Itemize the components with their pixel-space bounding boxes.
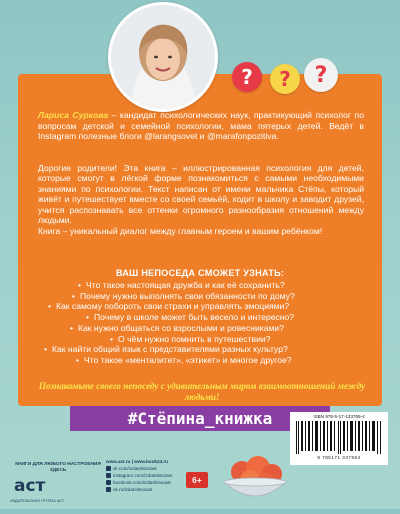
author-bio-text: – кандидат психологических наук, практикующий психолог по вопросам детской и семейной психологии, мама пятерых детей. Ведёт в Instagram полезные блоги @larangsovet и @marafonpozitiva. bbox=[38, 110, 364, 142]
author-bio bbox=[38, 110, 364, 142]
age-rating-badge: 6+ bbox=[186, 472, 208, 488]
ok-icon bbox=[106, 487, 111, 492]
social-link-vk[interactable] bbox=[106, 465, 202, 472]
hashtag-banner: #Стёпина_книжка bbox=[70, 406, 330, 431]
list-item: • Почему нужно выполнять свои обязанности по дому? bbox=[30, 291, 380, 302]
question-list bbox=[30, 280, 380, 366]
ast-logo: аст bbox=[14, 476, 46, 496]
link-text: instagram.com/izdatelstvoast bbox=[113, 473, 173, 478]
list-item: • Как найти общий язык с представителями разных культур? bbox=[30, 344, 380, 355]
barcode-digits: 9 785171 337694 bbox=[317, 455, 361, 460]
learn-heading: ВАШ НЕПОСЕДА СМОЖЕТ УЗНАТЬ: bbox=[115, 268, 285, 278]
fruit-bowl-illustration bbox=[220, 450, 290, 509]
barcode-icon bbox=[294, 421, 384, 454]
list-item: • Как нужно общаться со взрослыми и ровесниками? bbox=[30, 323, 380, 334]
publisher-imprint: ИЗДАТЕЛЬСКАЯ ГРУППА АСТ bbox=[10, 499, 65, 503]
intro-paragraph-1: Дорогие родители! Эта книга – иллюстрированная психология для детей, которые смогут в лёгкой форме познакомиться с самыми необходимыми знаниями по психологии. Текст написан от имени мальчика Стёпы, который живёт и путешествует вместе со своей семьёй, ходит в школу и заводит друзей, учится распознавать все оттенки огромного разнообразия отношений между людьми. bbox=[38, 163, 364, 226]
isbn-number: ISBN 978-5-17-133769-4 bbox=[313, 414, 365, 419]
facebook-icon bbox=[106, 480, 111, 485]
question-bubble-yellow: ? bbox=[270, 64, 300, 94]
list-item: • Почему в школе может быть весело и интересно? bbox=[30, 312, 380, 323]
publisher-slogan: КНИГИ ДЛЯ ЛЮБОГО НАСТРОЕНИЯ ЗДЕСЬ bbox=[15, 462, 101, 473]
intro-paragraph-2: Книга – уникальный диалог между главным героем и вашим ребёнком! bbox=[38, 226, 323, 237]
link-text: vk.com/izdatelstvoast bbox=[113, 466, 157, 471]
author-name: Лариса Суркова bbox=[38, 110, 109, 120]
fruit-bowl-icon bbox=[220, 450, 290, 509]
site-link[interactable]: www.ast.ru | www.book24.ru bbox=[106, 459, 168, 464]
list-item: • Что такое «менталитет», «этикет» и многое другое? bbox=[30, 355, 380, 366]
barcode-panel bbox=[290, 412, 388, 465]
question-bubble-white: ? bbox=[304, 58, 338, 92]
intro-text bbox=[38, 163, 364, 238]
list-item: • О чём нужно помнить в путешествии? bbox=[30, 334, 380, 345]
vk-icon bbox=[106, 466, 111, 471]
author-photo bbox=[108, 2, 218, 112]
question-bubble-red: ? bbox=[232, 62, 262, 92]
instagram-icon bbox=[106, 473, 111, 478]
list-item: • Что такое настоящая дружба и как её сохранить? bbox=[30, 280, 380, 291]
closing-slogan: Познакомьте своего непоседу с удивительным миром взаимоотношений между людьми! bbox=[38, 381, 366, 402]
link-text: ok.ru/izdatelstvoast bbox=[113, 487, 153, 492]
author-portrait-icon bbox=[111, 5, 215, 109]
link-text: facebook.com/izdatelstvoast bbox=[113, 480, 171, 485]
list-item: • Как самому побороть свои страхи и управлять эмоциями? bbox=[30, 301, 380, 312]
